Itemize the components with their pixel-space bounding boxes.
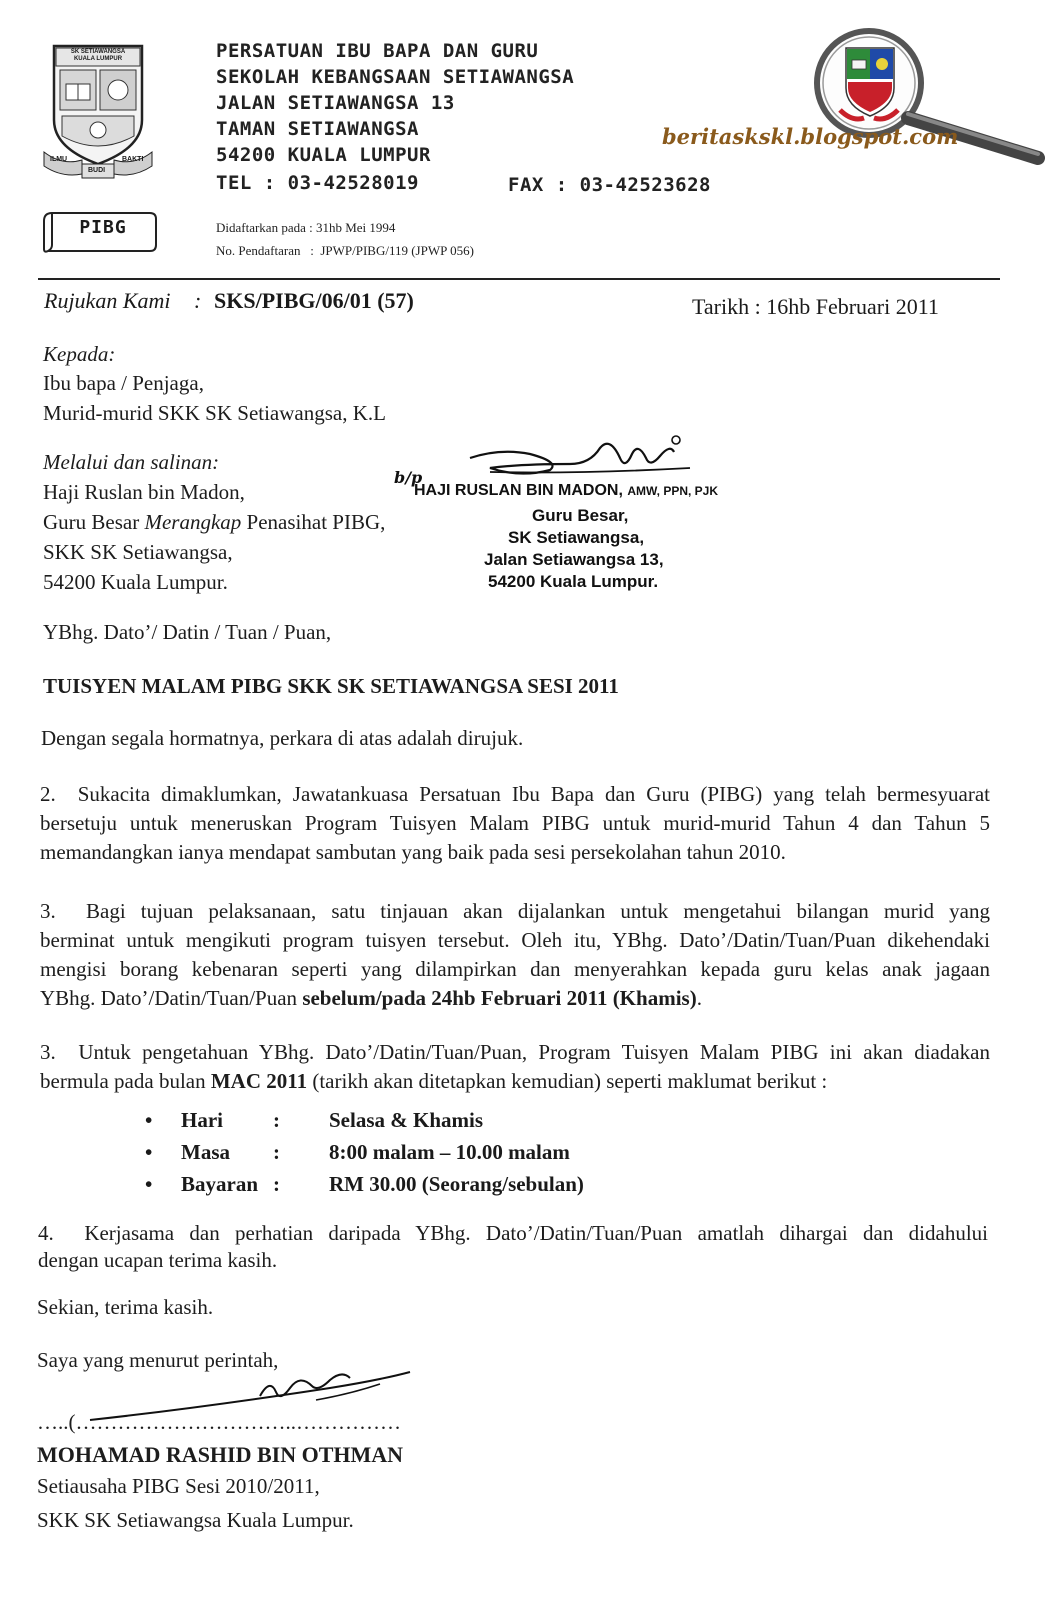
org-line-4: TAMAN SETIAWANGSA xyxy=(216,118,419,140)
para3-line-2: berminat untuk mengikuti program tuisyen tersebut. Oleh itu, YBhg. Dato’/Datin/Tuan/Puan dikehendaki xyxy=(40,928,990,952)
para3-line-1: 3. Bagi tujuan pelaksanaan, satu tinjauan akan dijalankan untuk mengetahui bilangan murid yang xyxy=(40,899,990,923)
salutation: YBhg. Dato’/ Datin / Tuan / Puan, xyxy=(43,620,332,644)
para4-line-1: 3. Untuk pengetahuan YBhg. Dato’/Datin/Tuan/Puan, Program Tuisyen Malam PIBG ini akan diadakan xyxy=(40,1040,990,1064)
detail-value: Selasa & Khamis xyxy=(329,1108,484,1132)
reference-number: SKS/PIBG/06/01 (57) xyxy=(214,288,414,313)
fax-number: FAX : 03-42523628 xyxy=(508,174,711,196)
stamp-bp: b/p xyxy=(394,468,423,487)
pibg-scroll-badge xyxy=(40,205,158,255)
bullet-icon: • xyxy=(145,1172,153,1196)
order-line: Saya yang menurut perintah, xyxy=(37,1348,279,1372)
bullet-icon: • xyxy=(145,1108,153,1132)
crest-motto-center: BUDI xyxy=(88,167,106,174)
signer-org: SKK SK Setiawangsa Kuala Lumpur. xyxy=(37,1508,354,1532)
via-line-1: Haji Ruslan bin Madon, xyxy=(43,480,245,504)
signature-dots: …..(…………………………..…………… xyxy=(37,1410,401,1434)
detail-label: Bayaran xyxy=(181,1172,259,1196)
para5-line-1: 4. Kerjasama dan perhatian daripada YBhg. Dato’/Datin/Tuan/Puan amatlah dihargai dan didahului xyxy=(38,1221,988,1245)
crest-motto-right: BAKTI xyxy=(122,156,144,163)
para2-line-2: bersetuju untuk meneruskan Program Tuisyen Malam PIBG untuk murid-murid Tahun 4 dan Tahun 5 xyxy=(40,811,990,835)
letter-subject: TUISYEN MALAM PIBG SKK SK SETIAWANGSA SESI 2011 xyxy=(43,674,619,698)
detail-label: Masa xyxy=(181,1140,230,1164)
recipient-heading: Kepada: xyxy=(43,342,116,366)
signer-title: Setiausaha PIBG Sesi 2010/2011, xyxy=(37,1474,320,1498)
recipient-line-2: Murid-murid SKK SK Setiawangsa, K.L xyxy=(43,401,386,425)
para3-line-4: YBhg. Dato’/Datin/Tuan/Puan sebelum/pada 24hb Februari 2011 (Khamis). xyxy=(40,986,702,1010)
closing-line: Sekian, terima kasih. xyxy=(37,1295,214,1319)
stamp-line-1: Guru Besar, xyxy=(532,506,629,525)
blog-url-watermark: beritaskskl.blogspot.com xyxy=(662,124,959,149)
pibg-badge-label: PIBG xyxy=(79,217,127,238)
para3-line-3: mengisi borang kebenaran seperti yang dilampirkan dan menyerahkan kepada guru kelas anak jagaan xyxy=(40,957,990,981)
recipient-line-1: Ibu bapa / Penjaga, xyxy=(43,371,204,395)
para4-line-2: bermula pada bulan MAC 2011 (tarikh akan ditetapkan kemudian) seperti maklumat berikut : xyxy=(40,1069,828,1093)
detail-sep: : xyxy=(273,1108,280,1132)
detail-sep: : xyxy=(273,1172,280,1196)
opening-line: Dengan segala hormatnya, perkara di atas adalah dirujuk. xyxy=(41,726,524,750)
letter-date: Tarikh : 16hb Februari 2011 xyxy=(692,294,939,319)
via-line-4: 54200 Kuala Lumpur. xyxy=(43,570,228,594)
tel-number: TEL : 03-42528019 xyxy=(216,172,419,194)
header-divider xyxy=(38,278,1000,280)
via-line-2: Guru Besar Merangkap Penasihat PIBG, xyxy=(43,510,386,534)
via-line-3: SKK SK Setiawangsa, xyxy=(43,540,233,564)
reference-label: Rujukan Kami xyxy=(44,288,171,313)
org-line-5: 54200 KUALA LUMPUR xyxy=(216,144,431,166)
stamp-line-3: Jalan Setiawangsa 13, xyxy=(484,550,664,569)
bullet-icon: • xyxy=(145,1140,153,1164)
org-line-1: PERSATUAN IBU BAPA DAN GURU xyxy=(216,40,539,62)
para5-line-2: dengan ucapan terima kasih. xyxy=(38,1248,278,1272)
stamp-line-2: SK Setiawangsa, xyxy=(508,528,645,547)
para2-line-1: 2. Sukacita dimaklumkan, Jawatankuasa Persatuan Ibu Bapa dan Guru (PIBG) yang telah bermesyuarat xyxy=(40,782,990,806)
stamp-name: HAJI RUSLAN BIN MADON, AMW, PPN, PJK xyxy=(414,482,719,499)
school-crest-logo xyxy=(42,40,154,180)
crest-top-text: SK SETIAWANGSA KUALA LUMPUR xyxy=(70,49,126,62)
detail-value: RM 30.00 (Seorang/sebulan) xyxy=(329,1172,584,1196)
org-line-3: JALAN SETIAWANGSA 13 xyxy=(216,92,455,114)
stamp-line-4: 54200 Kuala Lumpur. xyxy=(488,572,659,591)
via-heading: Melalui dan salinan: xyxy=(43,450,220,474)
org-line-2: SEKOLAH KEBANGSAAN SETIAWANGSA xyxy=(216,66,575,88)
crest-motto-left: ILMU xyxy=(50,156,68,163)
registration-date: Didaftarkan pada : 31hb Mei 1994 xyxy=(216,220,396,235)
para2-line-3: memandangkan ianya mendapat sambutan yang baik pada sesi persekolahan tahun 2010. xyxy=(40,840,786,864)
registration-number: No. Pendaftaran : JPWP/PIBG/119 (JPWP 056) xyxy=(216,243,474,258)
signer-name: MOHAMAD RASHID BIN OTHMAN xyxy=(37,1442,404,1467)
headmaster-signature xyxy=(460,428,720,488)
reference-colon: : xyxy=(194,288,202,313)
detail-label: Hari xyxy=(181,1108,223,1132)
detail-value: 8:00 malam – 10.00 malam xyxy=(329,1140,570,1164)
detail-sep: : xyxy=(273,1140,280,1164)
